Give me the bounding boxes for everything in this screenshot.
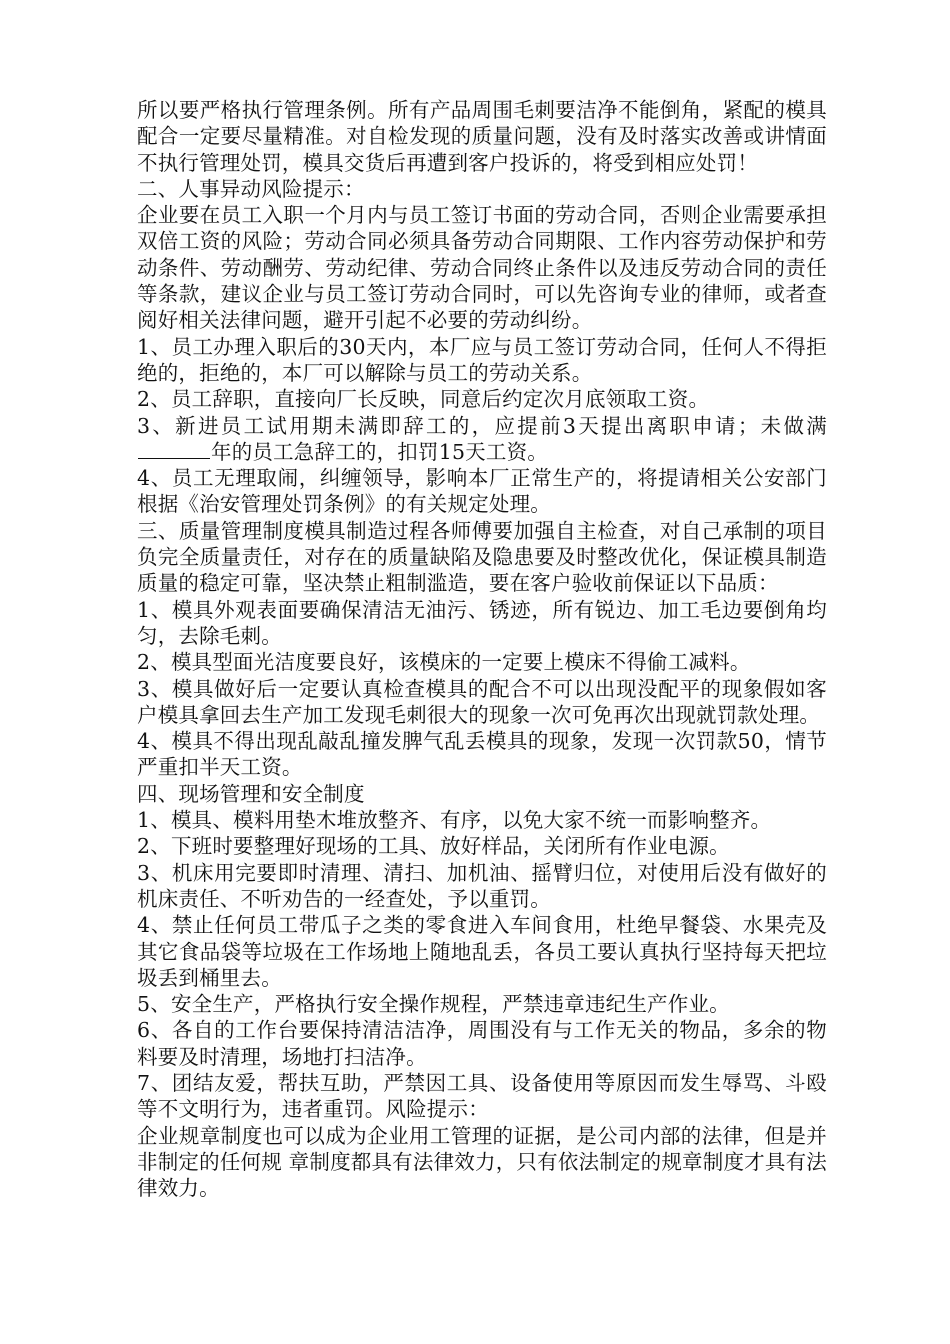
list-item-personnel-3-part-b: 年的员工急辞工的，扣罚15天工资。 [211, 439, 548, 464]
list-item-quality-4: 4、模具不得出现乱敲乱撞发脾气乱丢模具的现象，发现一次罚款50，情节严重扣半天工资。 [137, 729, 827, 780]
paragraph-quality-penalty: 所以要严格执行管理条例。所有产品周围毛刺要洁净不能倒角，紧配的模具配合一定要尽量精准。对自检发现的质量问题，没有及时落实改善或讲情面不执行管理处罚，模具交货后再遭到客户投诉的，将受到相应处罚！ [137, 98, 827, 175]
section-heading-site-safety: 四、现场管理和安全制度 [137, 781, 365, 806]
list-item-site-7: 7、团结友爱，帮扶互助，严禁因工具、设备使用等原因而发生辱骂、斗殴等不文明行为，违者重罚。风险提示： [137, 1070, 827, 1122]
list-item-personnel-3 [137, 413, 827, 466]
list-item-quality-3: 3、模具做好后一定要认真检查模具的配合不可以出现没配平的现象假如客户模具拿回去生产加工发现毛刺很大的现象一次可免再次出现就罚款处理。 [137, 676, 827, 727]
section-heading-quality: 三、质量管理制度模具制造过程各师傅要加强自主检查，对自己承制的项目负完全质量责任，对存在的质量缺陷及隐患要及时整改优化，保证模具制造质量的稳定可靠，坚决禁止粗制滥造，要在客户验收前保证以下品质： [137, 518, 827, 596]
section-heading-personnel: 二、人事异动风险提示： [137, 176, 365, 201]
list-item-quality-1: 1、模具外观表面要确保清洁无油污、锈迹，所有锐边、加工毛边要倒角均匀，去除毛刺。 [137, 597, 827, 648]
list-item-personnel-2: 2、员工辞职，直接向厂长反映，同意后约定次月底领取工资。 [137, 387, 710, 412]
list-item-site-3: 3、机床用完要即时清理、清扫、加机油、摇臂归位，对使用后没有做好的机床责任、不听劝告的一经查处，予以重罚。 [137, 860, 827, 911]
paragraph-rules-legal-effect: 企业规章制度也可以成为企业用工管理的证据，是公司内部的法律，但是并非制定的任何规 章制度都具有法律效力，只有依法制定的规章制度才具有法律效力。 [137, 1123, 827, 1201]
list-item-site-1: 1、模具、模料用垫木堆放整齐、有序，以免大家不统一而影响整齐。 [137, 808, 772, 833]
list-item-site-6: 6、各自的工作台要保持清洁洁净，周围没有与工作无关的物品，多余的物料要及时清理，场地打扫洁净。 [137, 1018, 827, 1069]
list-item-site-5: 5、安全生产，严格执行安全操作规程，严禁违章违纪生产作业。 [137, 992, 730, 1017]
list-item-site-2: 2、下班时要整理好现场的工具、放好样品，关闭所有作业电源。 [137, 834, 730, 859]
list-item-quality-2: 2、模具型面光洁度要良好，该模床的一定要上模床不得偷工减料。 [137, 650, 751, 675]
paragraph-labor-contract: 企业要在员工入职一个月内与员工签订书面的劳动合同，否则企业需要承担双倍工资的风险；劳动合同必须具备劳动合同期限、工作内容劳动保护和劳动条件、劳动酬劳、劳动纪律、劳动合同终止条件以及违反劳动合同的责任等条款，建议企业与员工签订劳动合同时，可以先咨询专业的律师，或者查阅好相关法律问题，避开引起不必要的劳动纠纷。 [137, 203, 827, 333]
list-item-personnel-4: 4、员工无理取闹，纠缠领导，影响本厂正常生产的，将提请相关公安部门根据《治安管理处罚条例》的有关规定处理。 [137, 466, 827, 517]
document-body [137, 97, 827, 1201]
fill-in-blank [138, 439, 210, 459]
list-item-site-4: 4、禁止任何员工带瓜子之类的零食进入车间食用，杜绝早餐袋、水果壳及其它食品袋等垃圾在工作场地上随地乱丢，各员工要认真执行坚持每天把垃圾丢到桶里去。 [137, 913, 827, 990]
list-item-personnel-3-part-a: 3、新进员工试用期未满即辞工的，应提前3天提出离职申请；未做满 [137, 413, 827, 438]
list-item-personnel-1: 1、员工办理入职后的30天内，本厂应与员工签订劳动合同，任何人不得拒绝的，拒绝的，本厂可以解除与员工的劳动关系。 [137, 334, 827, 385]
